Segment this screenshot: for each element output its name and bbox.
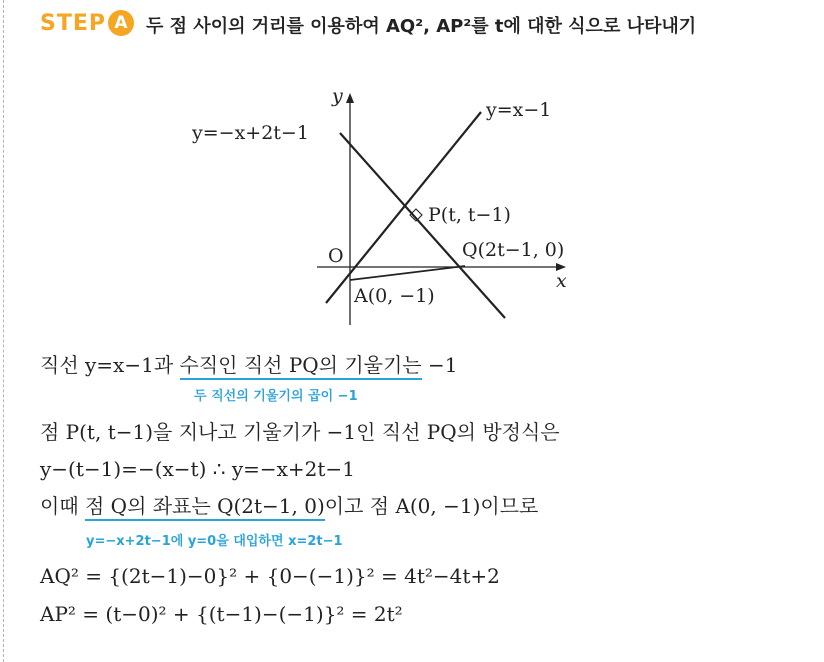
- line1-suffix: −1: [421, 353, 458, 377]
- step-header: [40, 10, 134, 36]
- solution-line-3: y−(t−1)=−(x−t) ∴ y=−x+2t−1: [40, 457, 355, 481]
- point-q-label: Q(2t−1, 0): [462, 239, 565, 261]
- line1-prefix: 직선 y=x−1과: [40, 353, 180, 377]
- line1-underlined: 수직인 직선 PQ의 기울기는: [180, 353, 422, 380]
- solution-line-4: [40, 492, 538, 520]
- note-substitute: y=−x+2t−1에 y=0을 대입하면 x=2t−1: [86, 534, 343, 549]
- line1-label: y=x−1: [486, 99, 552, 121]
- x-axis-label: x: [556, 270, 567, 292]
- origin-label: O: [328, 245, 344, 267]
- note-slope-product: 두 직선의 기울기의 곱이 −1: [194, 389, 358, 404]
- solution-line-5: AQ² = {(2t−1)−0}² + {0−(−1)}² = 4t²−4t+2: [40, 564, 500, 588]
- line4-suffix: 이고 점 A(0, −1)이므로: [324, 494, 539, 518]
- line2-label: y=−x+2t−1: [192, 122, 309, 144]
- coordinate-graph: [180, 80, 590, 330]
- y-axis-arrow: [346, 93, 354, 103]
- step-label: STEP: [40, 10, 107, 36]
- y-axis-label: y: [332, 85, 343, 107]
- line4-prefix: 이때: [40, 494, 85, 518]
- line4-underlined: 점 Q의 좌표는 Q(2t−1, 0): [85, 494, 325, 521]
- step-title: 두 점 사이의 거리를 이용하여 AQ², AP²를 t에 대한 식으로 나타내기: [146, 16, 697, 37]
- point-p-label: P(t, t−1): [428, 204, 511, 226]
- step-badge: A: [108, 10, 134, 36]
- solution-line-6: AP² = (t−0)² + {(t−1)−(−1)}² = 2t²: [40, 602, 403, 626]
- solution-line-2: 점 P(t, t−1)을 지나고 기울기가 −1인 직선 PQ의 방정식은: [40, 420, 560, 444]
- margin-rule: [3, 0, 4, 662]
- segment-aq: [350, 266, 465, 280]
- solution-line-1: [40, 351, 457, 379]
- point-a-label: A(0, −1): [354, 285, 435, 307]
